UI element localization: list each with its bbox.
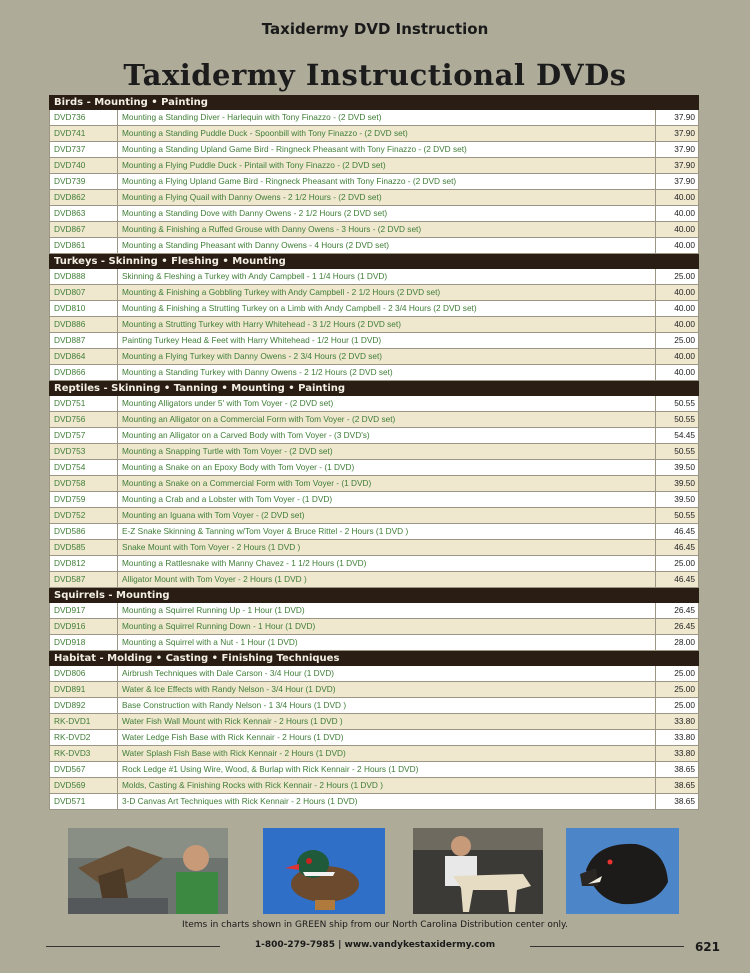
item-price: 25.00 — [656, 682, 699, 698]
section-header: Turkeys - Skinning • Fleshing • Mounting — [49, 254, 699, 269]
item-code: DVD810 — [49, 301, 118, 317]
item-code: DVD740 — [49, 158, 118, 174]
item-description: 3-D Canvas Art Techniques with Rick Kennair - 2 Hours (1 DVD) — [118, 794, 656, 810]
section-header: Squirrels - Mounting — [49, 588, 699, 603]
table-row — [49, 524, 699, 540]
item-code: RK-DVD3 — [49, 746, 118, 762]
item-description: Skinning & Fleshing a Turkey with Andy Campbell - 1 1/4 Hours (1 DVD) — [118, 269, 656, 285]
item-description: Mounting a Rattlesnake with Manny Chavez - 1 1/2 Hours (1 DVD) — [118, 556, 656, 572]
item-code: DVD741 — [49, 126, 118, 142]
item-description: Mounting a Snake on a Commercial Form with Tom Voyer - (1 DVD) — [118, 476, 656, 492]
table-row — [49, 794, 699, 810]
item-price: 26.45 — [656, 603, 699, 619]
item-description: Mounting a Flying Upland Game Bird - Ringneck Pheasant with Tony Finazzo - (2 DVD set) — [118, 174, 656, 190]
item-description: Water Fish Wall Mount with Rick Kennair - 2 Hours (1 DVD ) — [118, 714, 656, 730]
item-description: Airbrush Techniques with Dale Carson - 3/4 Hour (1 DVD) — [118, 666, 656, 682]
item-code: DVD887 — [49, 333, 118, 349]
item-price: 25.00 — [656, 333, 699, 349]
item-code: DVD759 — [49, 492, 118, 508]
item-description: Mounting & Finishing a Gobbling Turkey with Andy Campbell - 2 1/2 Hours (2 DVD set) — [118, 285, 656, 301]
item-description: Water Ledge Fish Base with Rick Kennair - 2 Hours (1 DVD) — [118, 730, 656, 746]
item-price: 33.80 — [656, 714, 699, 730]
item-description: Mounting Alligators under 5' with Tom Voyer - (2 DVD set) — [118, 396, 656, 412]
item-price: 37.90 — [656, 142, 699, 158]
item-description: Mounting a Standing Dove with Danny Owens - 2 1/2 Hours (2 DVD set) — [118, 206, 656, 222]
item-code: DVD812 — [49, 556, 118, 572]
item-description: Mounting a Flying Quail with Danny Owens - 2 1/2 Hours - (2 DVD set) — [118, 190, 656, 206]
item-price: 28.00 — [656, 635, 699, 651]
table-row — [49, 698, 699, 714]
item-description: Base Construction with Randy Nelson - 1 3/4 Hours (1 DVD ) — [118, 698, 656, 714]
table-row — [49, 301, 699, 317]
item-price: 33.80 — [656, 746, 699, 762]
section-header: Habitat - Molding • Casting • Finishing Techniques — [49, 651, 699, 666]
item-description: Rock Ledge #1 Using Wire, Wood, & Burlap with Rick Kennair - 2 Hours (1 DVD) — [118, 762, 656, 778]
table-row — [49, 666, 699, 682]
table-row — [49, 460, 699, 476]
section-header: Birds - Mounting • Painting — [49, 95, 699, 110]
item-code: DVD587 — [49, 572, 118, 588]
item-code: DVD867 — [49, 222, 118, 238]
table-row — [49, 412, 699, 428]
item-price: 46.45 — [656, 524, 699, 540]
table-row — [49, 317, 699, 333]
item-description: Mounting a Standing Upland Game Bird - Ringneck Pheasant with Tony Finazzo - (2 DVD set) — [118, 142, 656, 158]
item-description: Mounting a Flying Turkey with Danny Owens - 2 3/4 Hours (2 DVD set) — [118, 349, 656, 365]
item-code: DVD586 — [49, 524, 118, 540]
table-row — [49, 333, 699, 349]
table-row — [49, 730, 699, 746]
item-description: Mounting a Standing Turkey with Danny Owens - 2 1/2 Hours (2 DVD set) — [118, 365, 656, 381]
table-row — [49, 556, 699, 572]
table-row — [49, 572, 699, 588]
item-code: DVD753 — [49, 444, 118, 460]
item-code: DVD892 — [49, 698, 118, 714]
item-code: DVD891 — [49, 682, 118, 698]
contact-info: 1-800-279-7985 | www.vandykestaxidermy.com — [254, 940, 496, 950]
table-row — [49, 778, 699, 794]
item-description: Mounting a Strutting Turkey with Harry Whitehead - 3 1/2 Hours (2 DVD set) — [118, 317, 656, 333]
item-price: 38.65 — [656, 794, 699, 810]
item-code: DVD863 — [49, 206, 118, 222]
page-title: Taxidermy Instructional DVDs — [123, 58, 627, 92]
item-code: DVD916 — [49, 619, 118, 635]
item-description: Water Splash Fish Base with Rick Kennair - 2 Hours (1 DVD) — [118, 746, 656, 762]
item-description: Snake Mount with Tom Voyer - 2 Hours (1 DVD ) — [118, 540, 656, 556]
item-price: 40.00 — [656, 317, 699, 333]
item-description: Mounting a Snapping Turtle with Tom Voyer - (2 DVD set) — [118, 444, 656, 460]
item-code: DVD736 — [49, 110, 118, 126]
item-price: 50.55 — [656, 508, 699, 524]
table-row — [49, 476, 699, 492]
item-code: DVD737 — [49, 142, 118, 158]
item-code: DVD754 — [49, 460, 118, 476]
item-code: DVD756 — [49, 412, 118, 428]
table-row — [49, 174, 699, 190]
item-description: Molds, Casting & Finishing Rocks with Rick Kennair - 2 Hours (1 DVD ) — [118, 778, 656, 794]
item-code: DVD918 — [49, 635, 118, 651]
item-price: 40.00 — [656, 285, 699, 301]
item-price: 39.50 — [656, 476, 699, 492]
table-row — [49, 110, 699, 126]
table-row — [49, 603, 699, 619]
item-code: DVD585 — [49, 540, 118, 556]
table-row — [49, 126, 699, 142]
item-code: DVD571 — [49, 794, 118, 810]
table-row — [49, 365, 699, 381]
item-code: DVD888 — [49, 269, 118, 285]
item-price: 39.50 — [656, 460, 699, 476]
item-description: Mounting a Standing Puddle Duck - Spoonbill with Tony Finazzo - (2 DVD set) — [118, 126, 656, 142]
taxidermist-with-bird-mount-photo — [68, 828, 228, 914]
item-code: DVD862 — [49, 190, 118, 206]
item-price: 37.90 — [656, 158, 699, 174]
item-description: Mounting a Crab and a Lobster with Tom Voyer - (1 DVD) — [118, 492, 656, 508]
table-row — [49, 762, 699, 778]
item-price: 40.00 — [656, 349, 699, 365]
wood-duck-mount-photo — [263, 828, 385, 914]
item-price: 50.55 — [656, 444, 699, 460]
item-description: Mounting a Snake on an Epoxy Body with Tom Voyer - (1 DVD) — [118, 460, 656, 476]
item-price: 40.00 — [656, 222, 699, 238]
wild-boar-head-mount-photo — [566, 828, 679, 914]
item-description: Mounting a Squirrel Running Up - 1 Hour (1 DVD) — [118, 603, 656, 619]
item-price: 37.90 — [656, 174, 699, 190]
item-description: Mounting a Standing Pheasant with Danny Owens - 4 Hours (2 DVD set) — [118, 238, 656, 254]
table-row — [49, 492, 699, 508]
item-code: DVD864 — [49, 349, 118, 365]
item-description: Mounting a Standing Diver - Harlequin with Tony Finazzo - (2 DVD set) — [118, 110, 656, 126]
table-row — [49, 746, 699, 762]
item-price: 25.00 — [656, 269, 699, 285]
item-price: 46.45 — [656, 572, 699, 588]
table-row — [49, 206, 699, 222]
shipping-footnote: Items in charts shown in GREEN ship from our North Carolina Distribution center only. — [182, 920, 568, 930]
table-row — [49, 190, 699, 206]
item-price: 38.65 — [656, 778, 699, 794]
item-description: Mounting an Alligator on a Carved Body with Tom Voyer - (3 DVD's) — [118, 428, 656, 444]
table-row — [49, 444, 699, 460]
table-row — [49, 428, 699, 444]
table-row — [49, 349, 699, 365]
table-row — [49, 222, 699, 238]
item-price: 40.00 — [656, 365, 699, 381]
item-price: 25.00 — [656, 698, 699, 714]
item-price: 40.00 — [656, 190, 699, 206]
item-description: Mounting & Finishing a Strutting Turkey on a Limb with Andy Campbell - 2 3/4 Hours (2 DVD set) — [118, 301, 656, 317]
item-price: 40.00 — [656, 238, 699, 254]
table-row — [49, 238, 699, 254]
item-description: Mounting a Squirrel with a Nut - 1 Hour (1 DVD) — [118, 635, 656, 651]
table-row — [49, 714, 699, 730]
instructor-with-animal-form-photo — [413, 828, 543, 914]
table-row — [49, 396, 699, 412]
item-price: 50.55 — [656, 412, 699, 428]
item-price: 40.00 — [656, 301, 699, 317]
item-code: DVD917 — [49, 603, 118, 619]
item-code: RK-DVD1 — [49, 714, 118, 730]
item-description: Mounting & Finishing a Ruffed Grouse with Danny Owens - 3 Hours - (2 DVD set) — [118, 222, 656, 238]
item-code: DVD739 — [49, 174, 118, 190]
item-description: Alligator Mount with Tom Voyer - 2 Hours (1 DVD ) — [118, 572, 656, 588]
item-price: 50.55 — [656, 396, 699, 412]
item-price: 38.65 — [656, 762, 699, 778]
item-description: Water & Ice Effects with Randy Nelson - 3/4 Hour (1 DVD) — [118, 682, 656, 698]
item-price: 26.45 — [656, 619, 699, 635]
item-code: DVD806 — [49, 666, 118, 682]
table-row — [49, 285, 699, 301]
photo-strip — [0, 828, 750, 916]
table-row — [49, 619, 699, 635]
table-row — [49, 508, 699, 524]
item-price: 37.90 — [656, 126, 699, 142]
item-code: DVD752 — [49, 508, 118, 524]
item-code: DVD751 — [49, 396, 118, 412]
item-code: DVD567 — [49, 762, 118, 778]
dvd-price-table — [49, 95, 699, 810]
item-description: Mounting a Flying Puddle Duck - Pintail with Tony Finazzo - (2 DVD set) — [118, 158, 656, 174]
item-price: 33.80 — [656, 730, 699, 746]
item-price: 54.45 — [656, 428, 699, 444]
item-code: RK-DVD2 — [49, 730, 118, 746]
footer-rule-right — [530, 946, 684, 947]
table-row — [49, 540, 699, 556]
item-code: DVD757 — [49, 428, 118, 444]
item-price: 25.00 — [656, 556, 699, 572]
page-header-title: Taxidermy DVD Instruction — [261, 20, 489, 38]
table-row — [49, 158, 699, 174]
item-price: 40.00 — [656, 206, 699, 222]
item-code: DVD866 — [49, 365, 118, 381]
item-code: DVD807 — [49, 285, 118, 301]
item-code: DVD861 — [49, 238, 118, 254]
item-description: Mounting an Iguana with Tom Voyer - (2 DVD set) — [118, 508, 656, 524]
item-price: 39.50 — [656, 492, 699, 508]
table-row — [49, 635, 699, 651]
item-description: Painting Turkey Head & Feet with Harry Whitehead - 1/2 Hour (1 DVD) — [118, 333, 656, 349]
item-code: DVD569 — [49, 778, 118, 794]
section-header: Reptiles - Skinning • Tanning • Mounting • Painting — [49, 381, 699, 396]
table-row — [49, 682, 699, 698]
item-price: 25.00 — [656, 666, 699, 682]
item-price: 37.90 — [656, 110, 699, 126]
item-code: DVD886 — [49, 317, 118, 333]
table-row — [49, 142, 699, 158]
page-number: 621 — [694, 940, 720, 954]
item-description: Mounting a Squirrel Running Down - 1 Hour (1 DVD) — [118, 619, 656, 635]
item-description: Mounting an Alligator on a Commercial Form with Tom Voyer - (2 DVD set) — [118, 412, 656, 428]
item-code: DVD758 — [49, 476, 118, 492]
table-row — [49, 269, 699, 285]
item-price: 46.45 — [656, 540, 699, 556]
item-description: E-Z Snake Skinning & Tanning w/Tom Voyer & Bruce Rittel - 2 Hours (1 DVD ) — [118, 524, 656, 540]
